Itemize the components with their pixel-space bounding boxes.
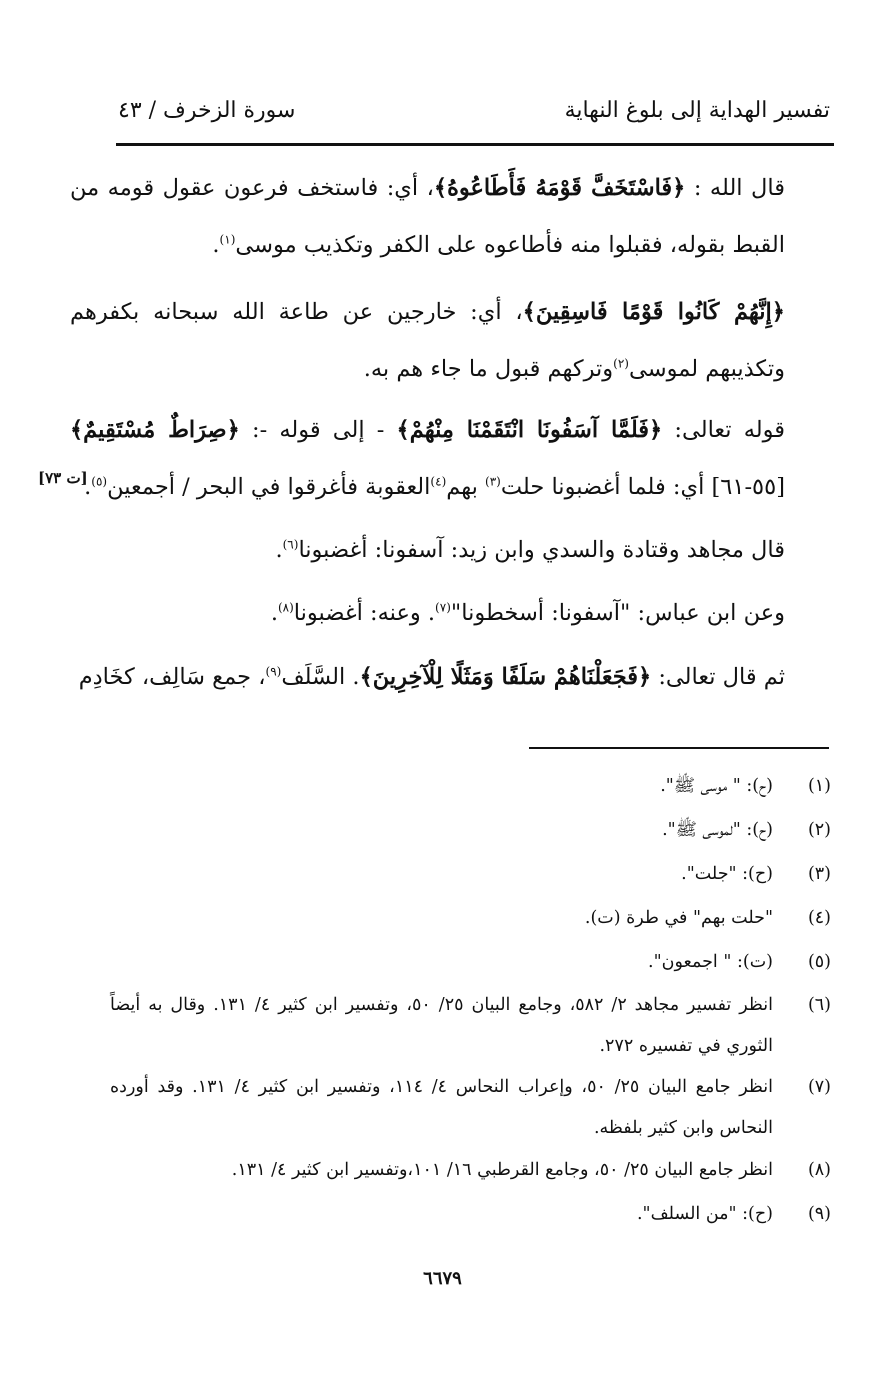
paragraph-4 (70, 522, 785, 579)
paragraph-text: العقوبة فأغرقوا في البحر / أجمعين (107, 474, 431, 500)
footnote-text: (ت): " اجمعون". (648, 952, 773, 972)
footnote-divider (529, 747, 829, 749)
paragraph-6 (70, 649, 785, 706)
paragraph-text: بهم (446, 474, 486, 500)
footnote-number: (١) (807, 776, 831, 796)
footnote-item (110, 809, 835, 853)
footnote-text: "حلت بهم" في طرة (ت). (584, 908, 773, 928)
paragraph-text: ، جمع سَالِف، كخَادِم (78, 664, 266, 690)
quran-verse: ﴿فَاسْتَخَفَّ قَوْمَهُ فَأَطَاعُوهُ﴾ (433, 175, 686, 201)
footnote-item (110, 1149, 835, 1193)
footnote-item (110, 941, 835, 985)
footnote-ref[interactable]: (٣) (485, 474, 501, 489)
footnote-text: (ح): "من السلف". (636, 1204, 773, 1224)
paragraph-3 (70, 402, 785, 516)
footnote-text: (ح): " موسى ﷺ". (660, 776, 773, 796)
footnote-ref[interactable]: (٥) (91, 474, 108, 489)
paragraph-2 (70, 284, 785, 398)
footnote-ref[interactable]: (٤) (430, 474, 447, 489)
footnote-number: (٢) (807, 820, 831, 840)
header-divider (116, 143, 834, 146)
running-header (118, 98, 830, 134)
paragraph-text: وتركهم قبول ما جاء هم به. (363, 356, 614, 382)
footnote-number: (٩) (807, 1204, 831, 1224)
surah-label: سورة الزخرف / ٤٣ (118, 98, 296, 123)
quran-verse: ﴿فَلَمَّا آسَفُونَا انْتَقَمْنَا مِنْهُمْ﴾ (396, 417, 663, 443)
paragraph-text: ، أي: فاستخف فرعون عقول قومه من القبط بقوله، فقبلوا منه فأطاعوه على الكفر وتكذيب موسى (70, 175, 785, 258)
paragraph-text: ، أي: خارجين عن طاعة الله سبحانه بكفرهم وتكذيبهم لموسى (70, 299, 785, 382)
paragraph-1 (70, 160, 785, 274)
paragraph-text: [٥٥-٦١] أي: فلما أغضبونا حلت (500, 474, 785, 500)
quran-verse: ﴿صِرَاطٌ مُسْتَقِيمٌ﴾ (70, 417, 240, 443)
paragraph-text: وعن ابن عباس: "آسفونا: أسخطونا" (450, 600, 785, 626)
footnote-text: انظر جامع البيان ٢٥/ ٥٠، وجامع القرطبي ١٦/ ١٠١،وتفسير ابن كثير ٤/ ١٣١. (231, 1160, 773, 1180)
footnote-item (110, 897, 835, 941)
footnote-ref[interactable]: (٧) (435, 600, 451, 615)
paragraph-text: قوله تعالى: (662, 417, 785, 443)
paragraph-text: - إلى قوله -: (239, 417, 397, 443)
paragraph-text: . السَّلَف (281, 664, 360, 690)
footnote-text: انظر تفسير مجاهد ٢/ ٥٨٢، وجامع البيان ٢٥/ ٥٠، وتفسير ابن كثير ٤/ ١٣١. وقال به أيضاً الثوري في تفسيره ٢٧٢. (110, 995, 774, 1056)
footnote-text: انظر جامع البيان ٢٥/ ٥٠، وإعراب النحاس ٤/ ١١٤، وتفسير ابن كثير ٤/ ١٣١. وقد أورده النحاس وابن كثير بلفظه. (110, 1077, 773, 1138)
footnotes-section (110, 765, 835, 1237)
paragraph-text: . (84, 474, 92, 500)
margin-folio-note: [ت ٧٣] (38, 469, 88, 487)
page-number: ٦٦٧٩ (423, 1268, 462, 1289)
paragraph-5 (70, 585, 785, 642)
footnote-text: (ح): "لموسى ﷺ". (662, 820, 773, 840)
footnote-ref[interactable]: (٨) (277, 600, 294, 615)
footnote-text: (ح): "جلت". (681, 864, 773, 884)
paragraph-text: ثم قال تعالى: (651, 664, 785, 690)
book-title: تفسير الهداية إلى بلوغ النهاية (564, 98, 830, 123)
footnote-item (110, 853, 835, 897)
footnote-ref[interactable]: (٦) (282, 537, 299, 552)
footnote-item (110, 1193, 835, 1237)
footnote-number: (٥) (807, 952, 831, 972)
paragraph-text: . (212, 232, 220, 258)
footnote-number: (٣) (807, 864, 831, 884)
paragraph-text: . (275, 537, 283, 563)
footnote-number: (٤) (807, 908, 831, 928)
footnote-ref[interactable]: (٩) (265, 664, 282, 679)
footnote-item (110, 1067, 835, 1149)
footnote-ref[interactable]: (٢) (613, 356, 629, 371)
paragraph-text: . (270, 600, 278, 626)
paragraph-text: قال الله : (685, 175, 785, 201)
footnote-number: (٦) (807, 995, 831, 1015)
paragraph-text: . وعنه: أغضبونا (293, 600, 436, 626)
footnote-ref[interactable]: (١) (219, 232, 236, 247)
footnote-item (110, 985, 835, 1067)
footnote-number: (٨) (807, 1160, 831, 1180)
footnote-number: (٧) (807, 1077, 831, 1097)
footnote-item (110, 765, 835, 809)
paragraph-text: قال مجاهد وقتادة والسدي وابن زيد: آسفونا: أغضبونا (298, 537, 785, 563)
quran-verse: ﴿إِنَّهُمْ كَانُوا قَوْمًا فَاسِقِينَ﴾ (522, 299, 785, 325)
quran-verse: ﴿فَجَعَلْنَاهُمْ سَلَفًا وَمَثَلًا لِلْآخِرِينَ﴾ (359, 664, 652, 690)
